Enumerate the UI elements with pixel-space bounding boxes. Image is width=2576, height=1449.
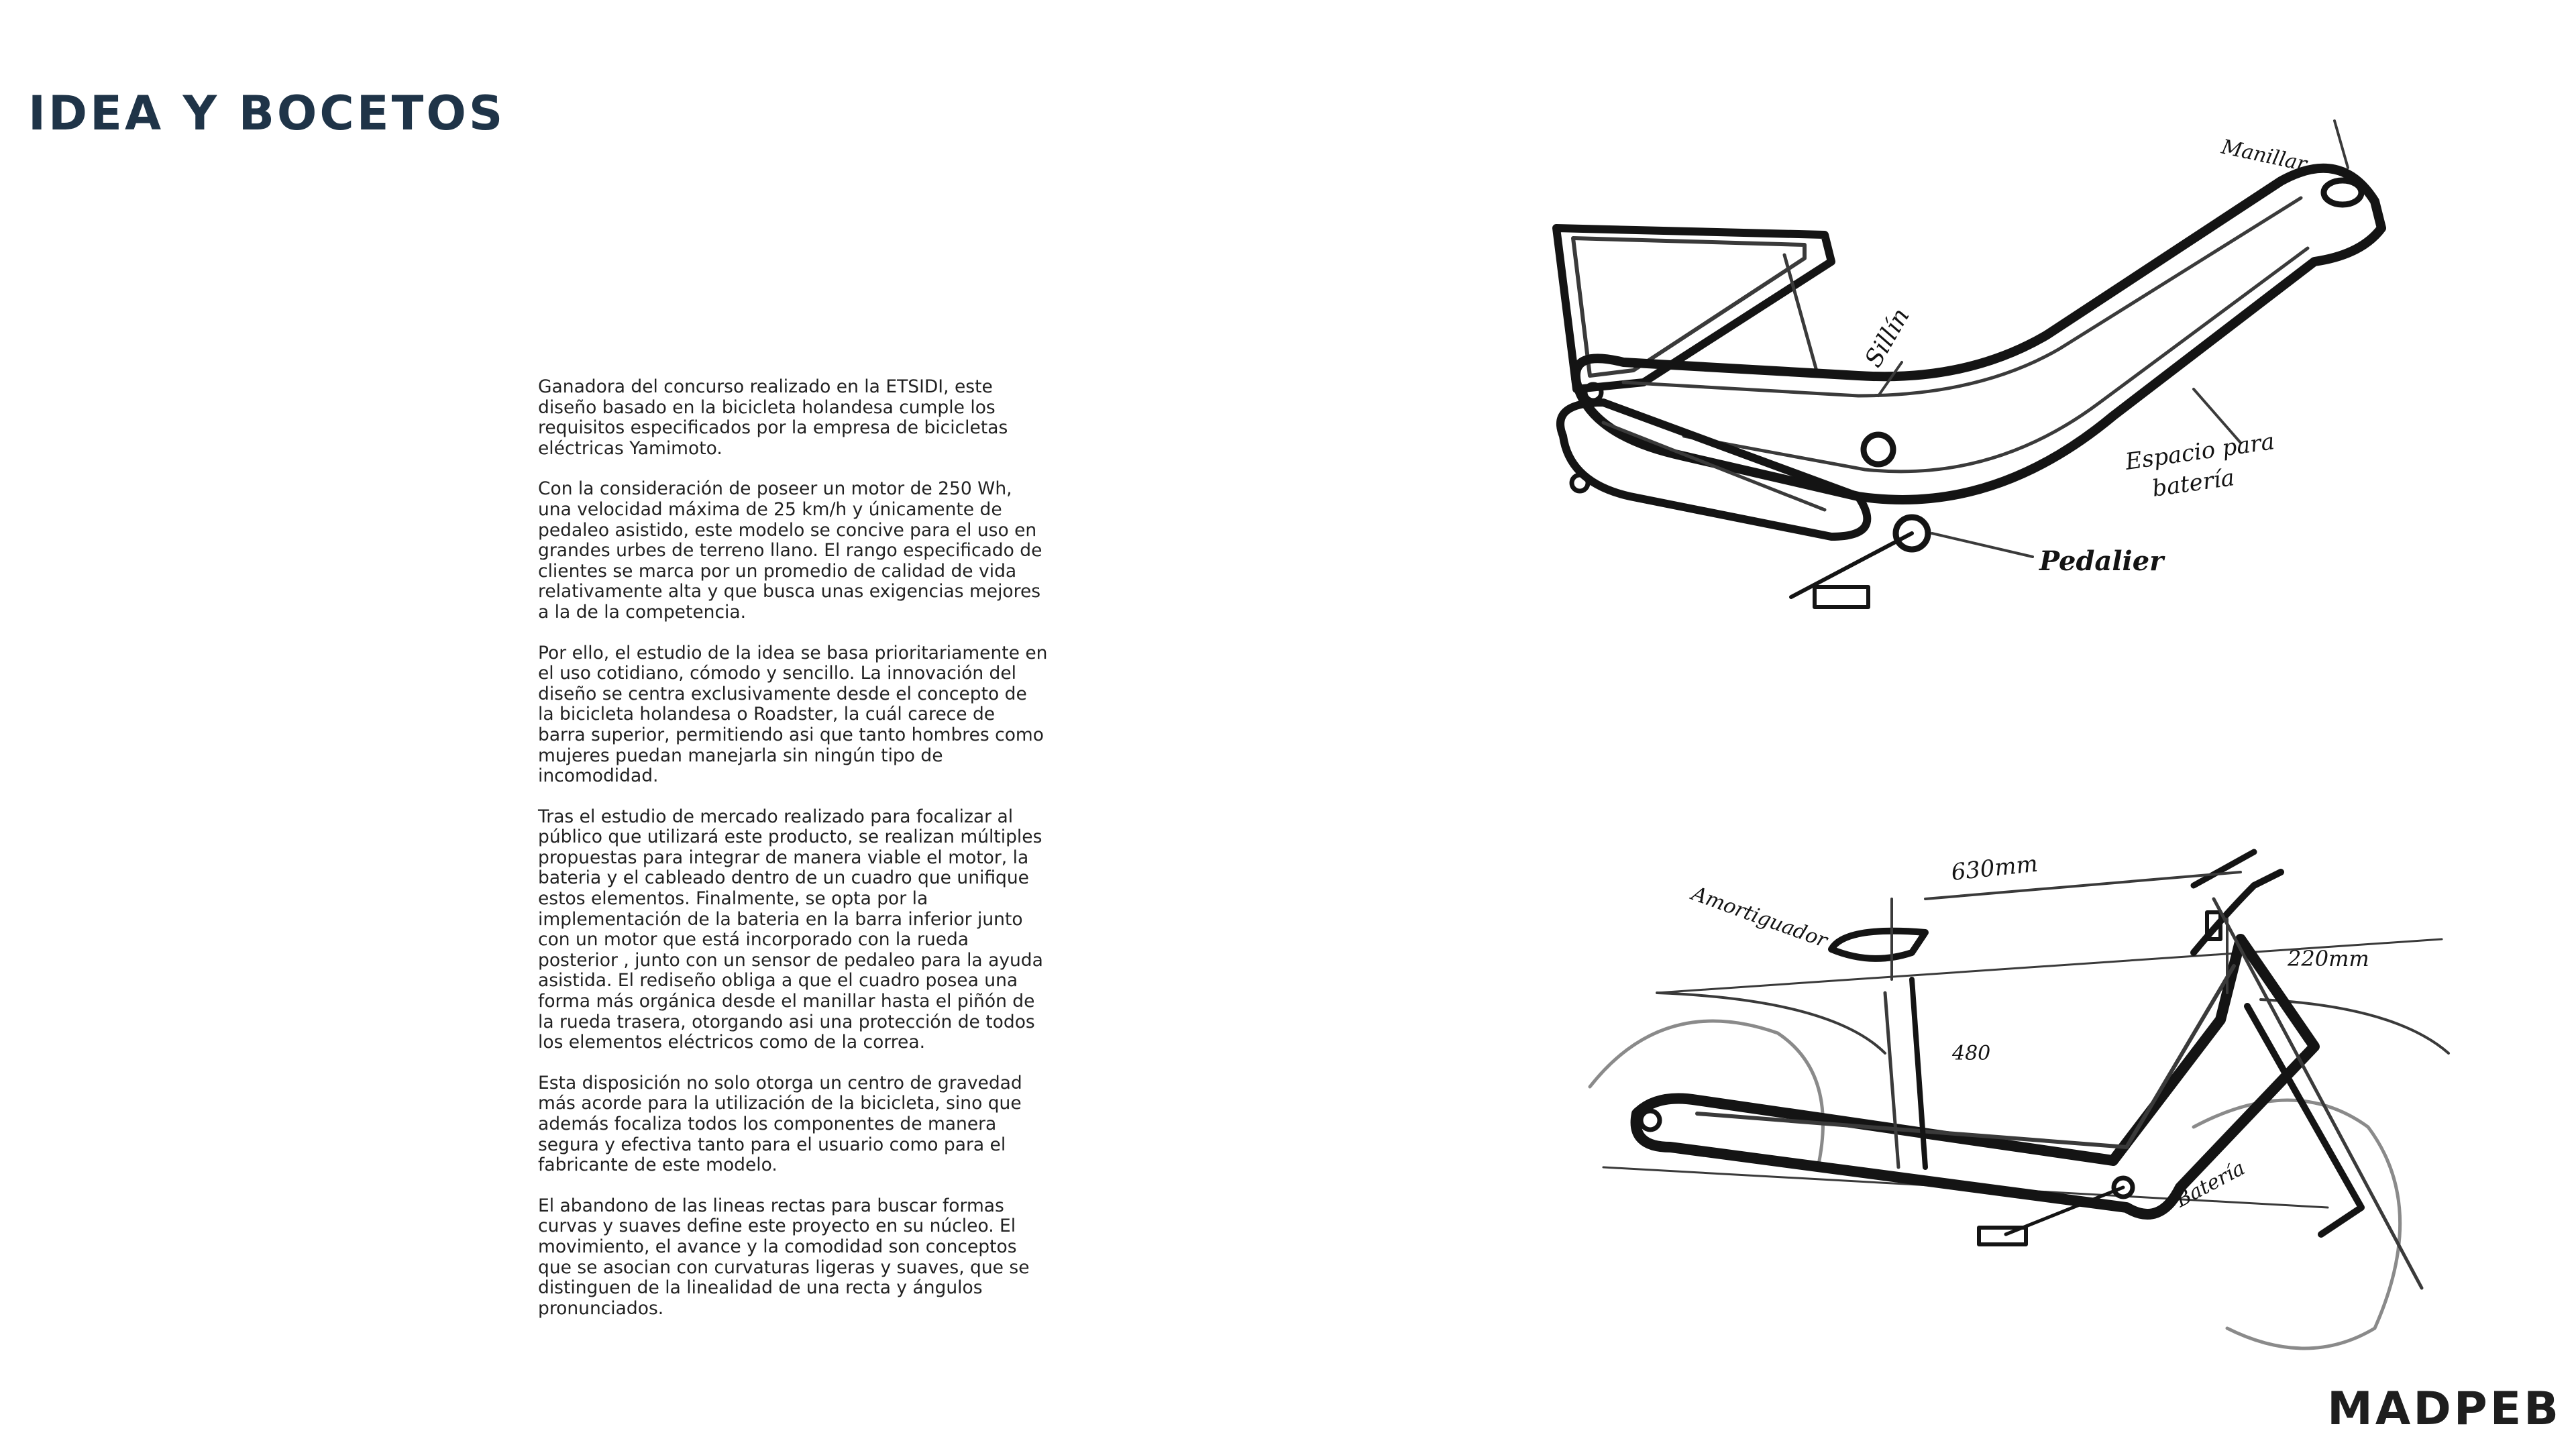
- paragraph: Esta disposición no solo otorga un centro de gravedad más acorde para la utilización de la bicicleta, sino que además focaliza todos los componentes de manera segura y efectiva tanto para el usuario como para el fabricante de este modelo.: [538, 1072, 1022, 1176]
- saddle: [1831, 931, 1925, 959]
- label-pedalier: Pedalier: [2039, 545, 2164, 577]
- label-seat-dim: 480: [1952, 1042, 1991, 1065]
- pedal: [1815, 587, 1868, 607]
- frame-sketch: [1509, 121, 2422, 644]
- seat-post: [1912, 979, 1925, 1167]
- seat-post-hole: [1864, 435, 1893, 464]
- brand-logo: MADPEB: [2327, 1383, 2561, 1436]
- label-manillar: Manillar: [2219, 135, 2309, 176]
- page-title: IDEA Y BOCETOS: [28, 86, 506, 141]
- rear-wheel: [1590, 1021, 1823, 1167]
- leader-pedalier: [1932, 533, 2033, 557]
- label-sillin: Sillín: [1860, 303, 1915, 372]
- bicycle-sketch: [1523, 832, 2455, 1368]
- paragraph: El abandono de las lineas rectas para buscar formas curvas y suaves define este proyecto en su núcleo. El movimiento, el avance y la comodidad son conceptos que se asocian con curvaturas ligeras y suaves, que se distinguen de la linealidad de una recta y ángulos pronunciados.: [538, 1195, 1030, 1319]
- handlebar: [2194, 852, 2254, 885]
- label-espacio-line1: Espacio para: [2123, 428, 2277, 476]
- rear-axle: [1572, 475, 1588, 491]
- body-text: [538, 377, 1048, 1339]
- label-head-dim: 220mm: [2288, 946, 2369, 971]
- label-top-dim: 630mm: [1949, 850, 2039, 886]
- rear-axle-2: [1641, 1111, 1660, 1130]
- paragraph: Con la consideración de poseer un motor de 250 Wh, una velocidad máxima de 25 km/h y únicamente de pedaleo asistido, este modelo se concive para el uso en grandes urbes de terreno llano. El rango especificado de clientes se marca por un promedio de calidad de vida relativamente alta y que busca unas exigencias mejores a la de la competencia.: [538, 478, 1042, 623]
- leader-manillar: [2334, 121, 2348, 168]
- label-espacio-line2: batería: [2150, 464, 2237, 502]
- seat-post-2: [1885, 993, 1898, 1167]
- paragraph: Ganadora del concurso realizado en la ETSIDI, este diseño basado en la bicicleta holandesa cumple los requisitos especificados por la empresa de bicicletas eléctricas Yamimoto.: [538, 376, 1008, 459]
- head-tube-hole: [2324, 180, 2361, 205]
- paragraph: Por ello, el estudio de la idea se basa prioritariamente en el uso cotidiano, cómodo y sencillo. La innovación del diseño se centra exclusivamente desde el concepto de la bicicleta holandesa o Roadster, la cuál carece de barra superior, permitiendo asi que tanto hombres como mujeres puedan manejarla sin ningún tipo de incomodidad.: [538, 642, 1048, 787]
- label-bateria: Batería: [2171, 1156, 2249, 1213]
- label-amortiguador: Amortiguador: [1688, 881, 1831, 953]
- paragraph: Tras el estudio de mercado realizado para focalizar al público que utilizará este producto, se realizan múltiples propuestas para integrar de manera viable el motor, la bateria y el cableado dentro de un cuadro que unifique estos elementos. Finalmente, se opta por la implementación de la bateria en la barra inferior junto con un motor que está incorporado con la rueda posterior , junto con un sensor de pedaleo para la ayuda asistida. El rediseño obliga a que el cuadro posea una forma más orgánica desde el manillar hasta el piñón de la rueda trasera, otorgando asi una protección de todos los elementos eléctricos como de la correa.: [538, 806, 1043, 1053]
